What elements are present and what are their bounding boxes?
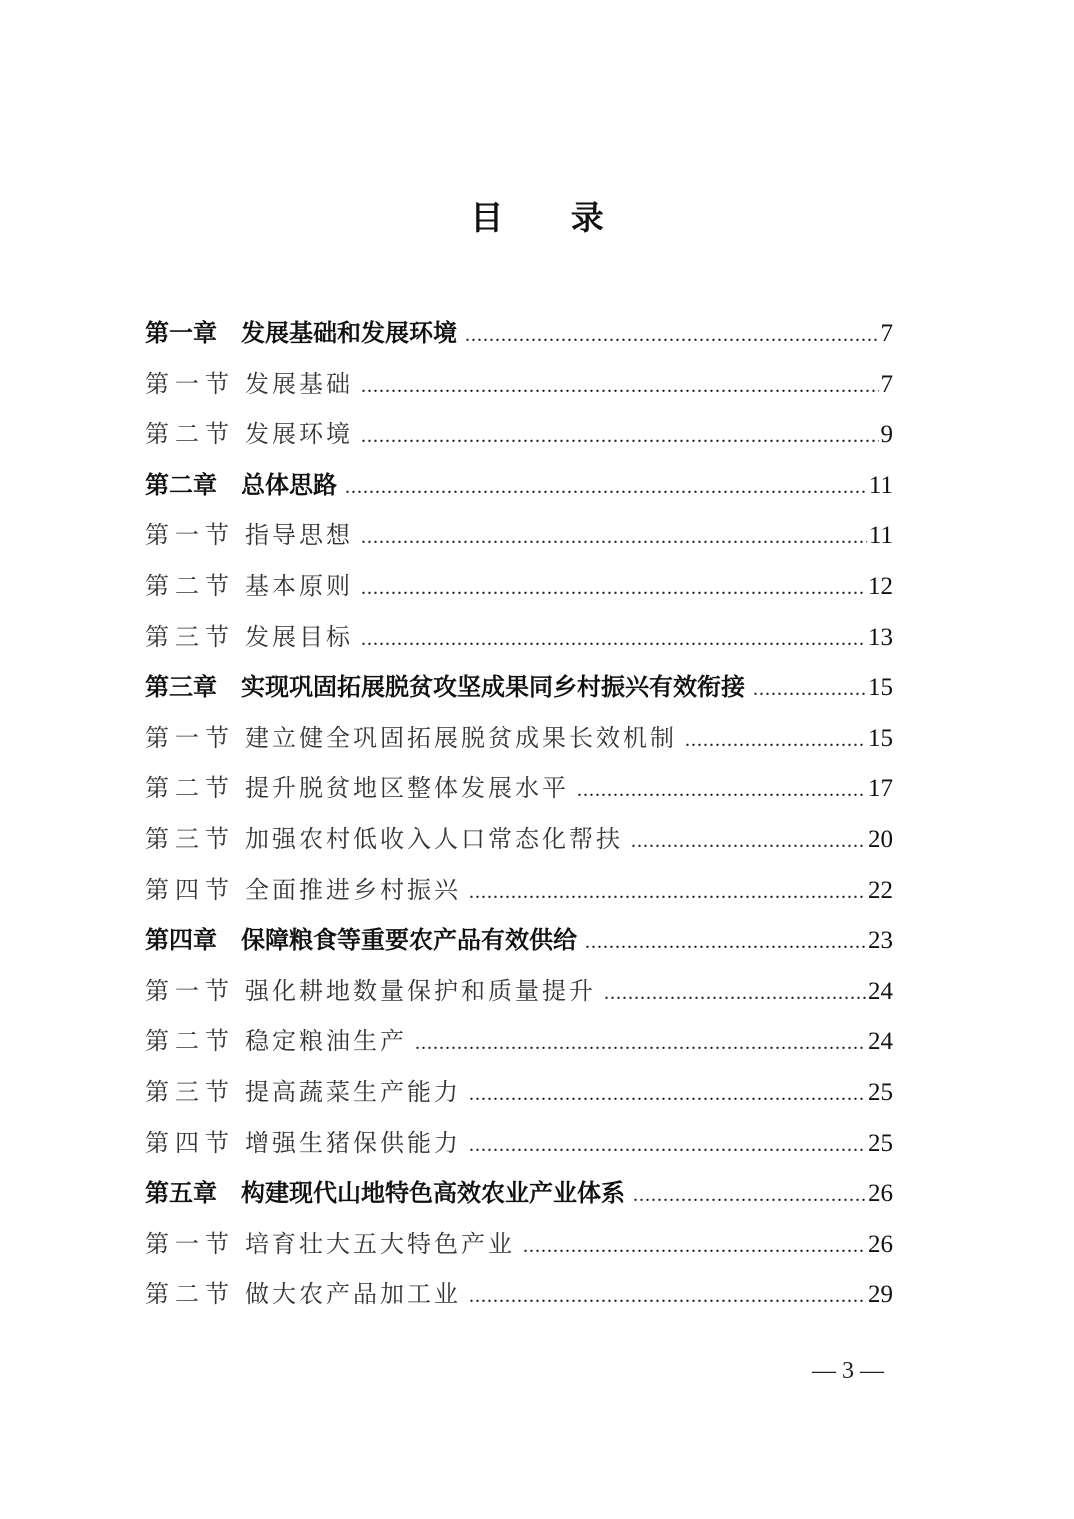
dot-leader	[361, 411, 879, 462]
toc-entry-page: 25	[868, 1078, 893, 1106]
toc-entry-prefix: 第二节	[145, 1280, 235, 1309]
dot-leader	[361, 512, 867, 563]
dot-leader	[631, 816, 866, 867]
toc-entry-label	[145, 510, 353, 561]
toc-entry-label	[145, 308, 457, 359]
toc-entry-page: 24	[868, 977, 893, 1005]
toc-entry-page: 17	[868, 775, 893, 803]
toc-entry-prefix: 第三节	[145, 622, 235, 651]
page-number: — 3 —	[812, 1358, 884, 1384]
toc-entry-page: 29	[868, 1281, 893, 1309]
toc-entry-label	[145, 1118, 461, 1169]
toc-entry-page: 24	[868, 1028, 893, 1056]
toc-entry-text: 增强生猪保供能力	[245, 1128, 461, 1157]
toc-entry-prefix: 第一节	[145, 369, 235, 398]
toc-entry-label	[145, 662, 745, 713]
toc-entry-page: 20	[868, 825, 893, 853]
toc-entry-text: 全面推进乡村振兴	[245, 875, 461, 904]
toc-entry-text: 发展基础和发展环境	[241, 319, 457, 347]
toc-entry-label	[145, 1067, 461, 1118]
toc-entry-text: 发展环境	[245, 420, 353, 449]
toc-entry-prefix: 第一章	[145, 319, 217, 347]
toc-entry-prefix: 第一节	[145, 521, 235, 550]
toc-entry-label	[145, 460, 337, 511]
toc-entry-prefix: 第三节	[145, 824, 235, 853]
dot-leader	[604, 968, 866, 1019]
toc-entry-text: 稳定粮油生产	[245, 1027, 407, 1056]
dot-leader	[577, 765, 866, 816]
toc-entry-prefix: 第二章	[145, 470, 217, 499]
dot-leader	[585, 917, 866, 968]
toc-chapter-entry[interactable]	[145, 460, 893, 511]
dot-leader	[685, 715, 866, 766]
toc-entry-prefix: 第二节	[145, 571, 235, 600]
toc-entry-text: 建立健全巩固拓展脱贫成果长效机制	[245, 723, 677, 752]
toc-section-entry[interactable]	[145, 713, 893, 764]
toc-entry-text: 培育壮大五大特色产业	[245, 1229, 515, 1258]
dot-leader	[469, 1120, 866, 1171]
toc-entry-label	[145, 966, 596, 1017]
toc-section-entry[interactable]	[145, 1016, 893, 1067]
toc-entry-label	[145, 409, 353, 460]
toc-entry-page: 9	[880, 421, 893, 449]
toc-entry-prefix: 第二节	[145, 1027, 235, 1056]
toc-entry-prefix: 第一节	[145, 1229, 235, 1258]
toc-entry-page: 23	[868, 927, 893, 955]
toc-entry-page: 15	[868, 724, 893, 752]
toc-section-entry[interactable]	[145, 966, 893, 1017]
toc-section-entry[interactable]	[145, 1269, 893, 1320]
toc-entry-page: 22	[868, 876, 893, 904]
toc-section-entry[interactable]	[145, 409, 893, 460]
toc-entry-text: 基本原则	[245, 571, 353, 600]
toc-entry-page: 11	[868, 471, 893, 499]
toc-entry-label	[145, 713, 677, 764]
toc-entry-label	[145, 763, 569, 814]
toc-entry-page: 7	[880, 320, 893, 347]
toc-entry-label	[145, 1219, 515, 1270]
toc-entry-prefix: 第二节	[145, 774, 235, 803]
toc-entry-prefix: 第四章	[145, 926, 217, 955]
dot-leader	[469, 867, 866, 918]
toc-entry-label	[145, 359, 353, 410]
toc-chapter-entry[interactable]	[145, 308, 893, 359]
toc-section-entry[interactable]	[145, 561, 893, 612]
toc-entry-prefix: 第二节	[145, 420, 235, 449]
dot-leader	[361, 361, 879, 412]
toc-section-entry[interactable]	[145, 1219, 893, 1270]
toc-entry-page: 15	[868, 674, 893, 702]
toc-entry-text: 指导思想	[245, 521, 353, 550]
toc-entry-text: 发展基础	[245, 369, 353, 398]
toc-entry-label	[145, 865, 461, 916]
toc-section-entry[interactable]	[145, 1067, 893, 1118]
toc-entry-page: 26	[868, 1180, 893, 1208]
toc-entry-prefix: 第一节	[145, 723, 235, 752]
toc-section-entry[interactable]	[145, 510, 893, 561]
toc-entry-label	[145, 915, 577, 966]
toc-entry-prefix: 第一节	[145, 976, 235, 1005]
toc-entry-page: 13	[868, 623, 893, 651]
toc-entry-text: 提升脱贫地区整体发展水平	[245, 774, 569, 803]
toc-entry-prefix: 第五章	[145, 1179, 217, 1208]
dot-leader	[361, 563, 866, 614]
toc-entry-page: 11	[868, 522, 893, 550]
toc-chapter-entry[interactable]	[145, 1168, 893, 1219]
toc-section-entry[interactable]	[145, 763, 893, 814]
toc-entry-page: 25	[868, 1129, 893, 1157]
toc-section-entry[interactable]	[145, 359, 893, 410]
toc-entry-label	[145, 612, 353, 663]
toc-entry-text: 实现巩固拓展脱贫攻坚成果同乡村振兴有效衔接	[241, 673, 745, 702]
page-title: 目 录	[470, 198, 632, 237]
toc-section-entry[interactable]	[145, 612, 893, 663]
toc-entry-prefix: 第四节	[145, 1128, 235, 1157]
toc-entry-page: 26	[868, 1230, 893, 1258]
toc-entry-text: 构建现代山地特色高效农业产业体系	[241, 1179, 625, 1208]
dot-leader	[345, 462, 867, 513]
table-of-contents	[145, 308, 893, 1320]
dot-leader	[523, 1221, 866, 1272]
dot-leader	[361, 614, 866, 665]
toc-section-entry[interactable]	[145, 865, 893, 916]
toc-entry-prefix: 第三节	[145, 1077, 235, 1106]
toc-entry-text: 总体思路	[241, 470, 337, 499]
toc-chapter-entry[interactable]	[145, 662, 893, 713]
dot-leader	[465, 310, 879, 361]
toc-entry-text: 发展目标	[245, 622, 353, 651]
toc-entry-label	[145, 1168, 625, 1219]
toc-entry-page: 7	[880, 370, 893, 398]
dot-leader	[753, 664, 866, 715]
toc-section-entry[interactable]	[145, 814, 893, 865]
toc-chapter-entry[interactable]	[145, 915, 893, 966]
toc-entry-text: 提高蔬菜生产能力	[245, 1077, 461, 1106]
toc-entry-prefix: 第三章	[145, 673, 217, 702]
toc-entry-label	[145, 561, 353, 612]
toc-entry-page: 12	[868, 572, 893, 600]
dot-leader	[415, 1018, 866, 1069]
dot-leader	[469, 1069, 866, 1120]
toc-section-entry[interactable]	[145, 1118, 893, 1169]
toc-entry-label	[145, 1269, 461, 1320]
dot-leader	[633, 1170, 866, 1221]
dot-leader	[469, 1271, 866, 1322]
toc-entry-text: 做大农产品加工业	[245, 1280, 461, 1309]
toc-entry-prefix: 第四节	[145, 875, 235, 904]
toc-entry-text: 保障粮食等重要农产品有效供给	[241, 926, 577, 955]
toc-entry-text: 加强农村低收入人口常态化帮扶	[245, 824, 623, 853]
toc-entry-label	[145, 1016, 407, 1067]
toc-entry-text: 强化耕地数量保护和质量提升	[245, 976, 596, 1005]
toc-entry-label	[145, 814, 623, 865]
